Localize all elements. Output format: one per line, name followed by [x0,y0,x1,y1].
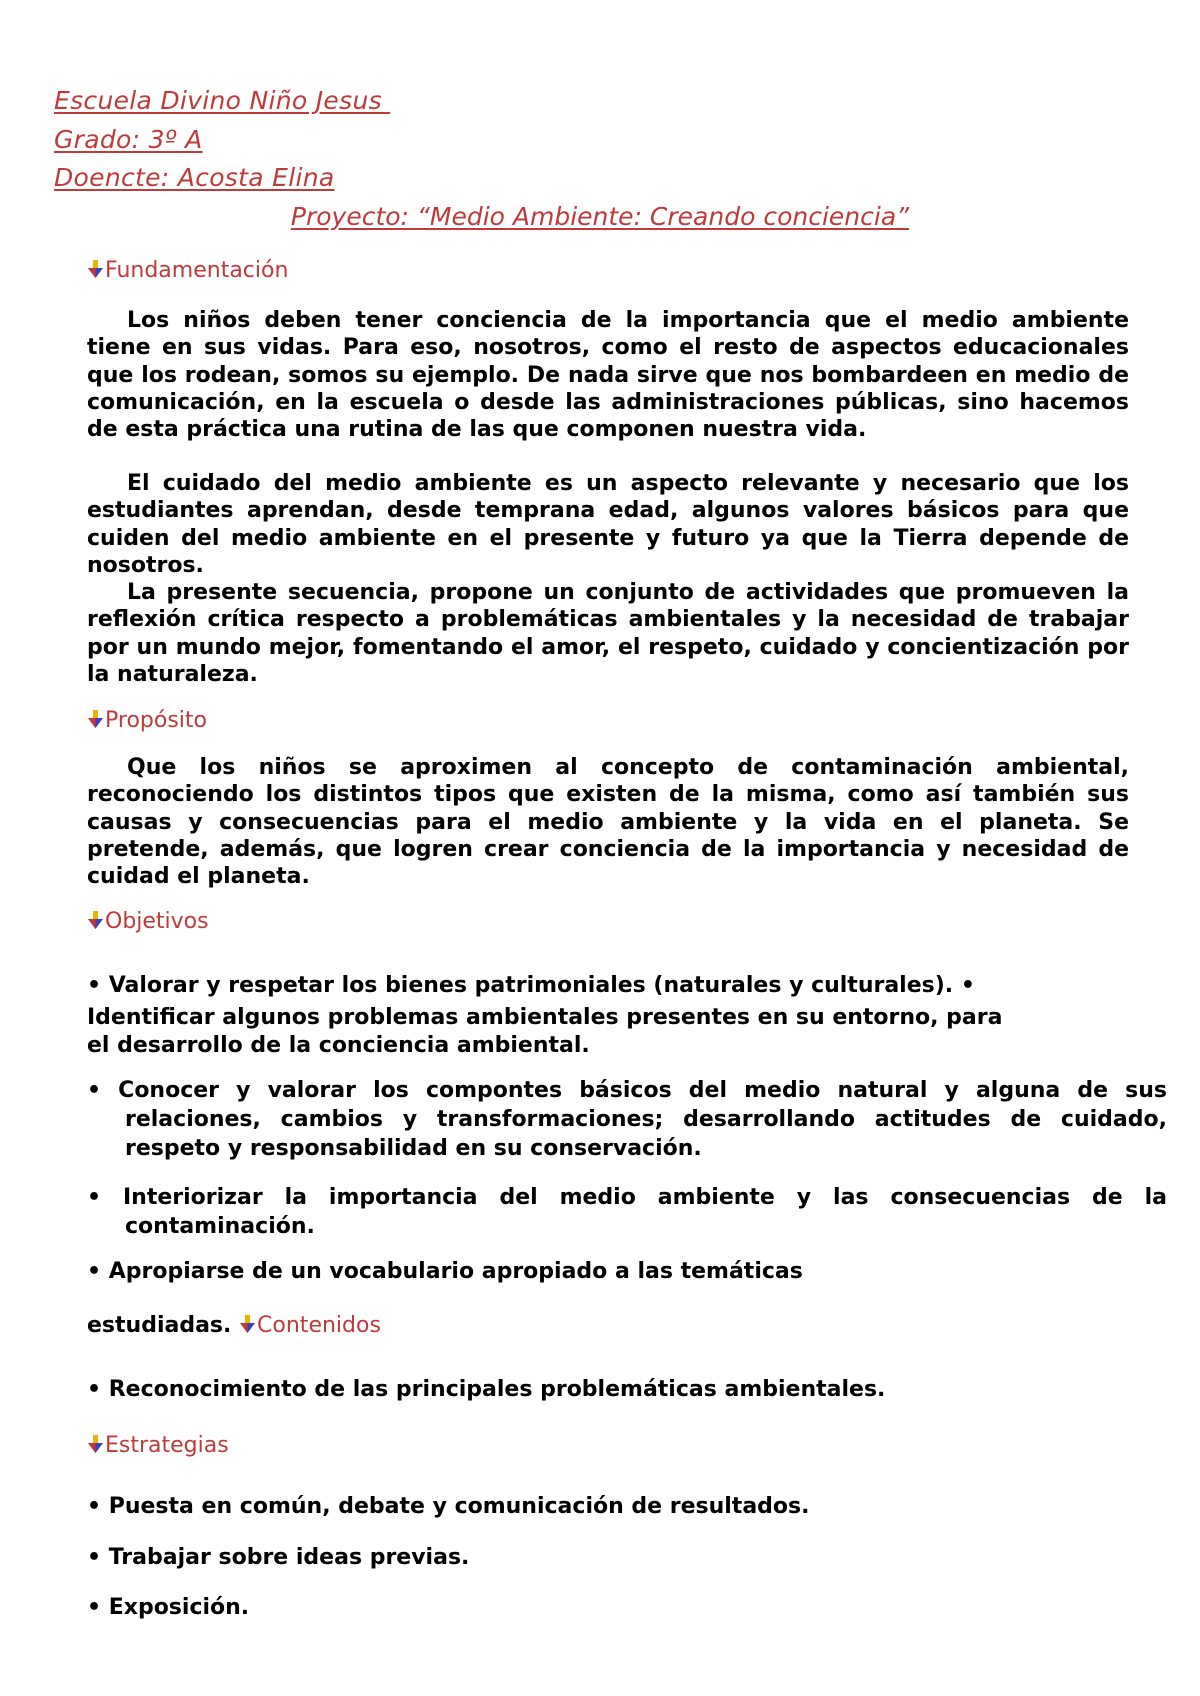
heading-proposito-label: Propósito [105,708,207,733]
objetivos-item-4-line-2 [87,1313,381,1338]
teacher-label: Doencte: Acosta Elina [54,163,335,192]
down-arrow-bullet-icon [87,709,104,729]
down-arrow-bullet-icon [87,910,104,930]
objetivos-item-2: • Conocer y valorar los compontes básicos del medio natural y alguna de sus relaciones, cambios y transformaciones; desarrollando actitudes de cuidado, respeto y responsabilidad en su conservación. [87,1078,1167,1161]
objetivos-item-1-line-2: Identificar algunos problemas ambientales presentes en su entorno, para [87,1005,1003,1030]
heading-objetivos [87,909,209,934]
school-name: Escuela Divino Niño Jesus [54,86,391,115]
objetivos-item-1-line-3: el desarrollo de la conciencia ambiental. [87,1033,590,1058]
fundamentacion-paragraph-1: Los niños deben tener conciencia de la importancia que el medio ambiente tiene en sus vidas. Para eso, nosotros, como el resto de aspectos educacionales que los rodean, somos su ejemplo. De nada sirve que nos bombardeen en medio de comunicación, en la escuela o desde las administraciones públicas, sino hacemos de esta práctica una rutina de las que componen nuestra vida. [87,308,1129,443]
estrategias-item-1: • Puesta en común, debate y comunicación de resultados. [87,1494,810,1519]
project-title: Proyecto: “Medio Ambiente: Creando conciencia” [290,202,910,231]
heading-contenidos-label: Contenidos [257,1313,381,1338]
down-arrow-bullet-icon [239,1314,256,1334]
objetivos-item-4-continuation: estudiadas. [87,1313,240,1338]
heading-proposito [87,708,207,733]
fundamentacion-paragraph-2: El cuidado del medio ambiente es un aspecto relevante y necesario que los estudiantes aprendan, desde temprana edad, algunos valores básicos para que cuiden del medio ambiente en el presente y futuro ya que la Tierra depende de nosotros. [87,471,1129,578]
grade-label: Grado: 3º A [54,125,203,154]
proposito-paragraph: Que los niños se aproximen al concepto de contaminación ambiental, reconociendo los distintos tipos que existen de la misma, como así también sus causas y consecuencias para el medio ambiente y la vida en el planeta. Se pretende, además, que logren crear conciencia de la importancia y necesidad de cuidad el planeta. [87,755,1129,890]
objetivos-item-3: • Interiorizar la importancia del medio ambiente y las consecuencias de la contaminación. [87,1185,1167,1239]
heading-fundamentacion-label: Fundamentación [105,258,289,283]
heading-objetivos-label: Objetivos [105,909,209,934]
heading-fundamentacion [87,258,288,283]
objetivos-item-4-line-1: • Apropiarse de un vocabulario apropiado a las temáticas [87,1259,803,1284]
fundamentacion-paragraph-3: La presente secuencia, propone un conjunto de actividades que promueven la reflexión crítica respecto a problemáticas ambientales y la necesidad de trabajar por un mundo mejor, fomentando el amor, el respeto, cuidado y concientización por la naturaleza. [87,580,1129,687]
down-arrow-bullet-icon [87,259,104,279]
estrategias-item-3: • Exposición. [87,1595,250,1620]
objetivos-item-1-line-1: • Valorar y respetar los bienes patrimoniales (naturales y culturales). • [87,973,975,998]
heading-estrategias-label: Estrategias [105,1433,229,1458]
contenidos-item-1: • Reconocimiento de las principales problemáticas ambientales. [87,1377,886,1402]
heading-estrategias [87,1433,229,1458]
down-arrow-bullet-icon [87,1434,104,1454]
estrategias-item-2: • Trabajar sobre ideas previas. [87,1545,470,1570]
